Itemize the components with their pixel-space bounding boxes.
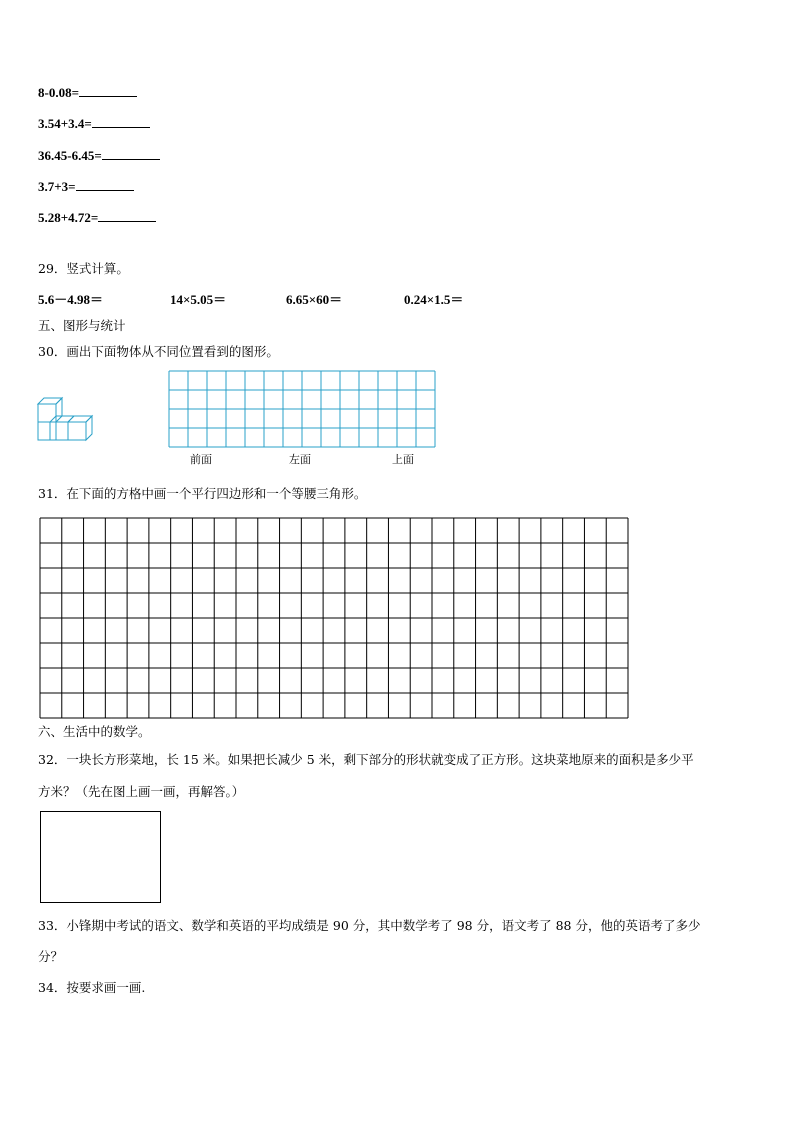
arith-1 (38, 85, 137, 101)
answer-blank[interactable] (98, 210, 156, 222)
arith-3 (38, 148, 160, 164)
answer-blank[interactable] (76, 179, 134, 191)
answer-blank[interactable] (102, 148, 160, 160)
section-6-heading: 六、生活中的数学。 (38, 724, 151, 739)
answer-blank[interactable] (92, 116, 150, 128)
q34-text: 34．按要求画一画. (38, 980, 146, 995)
q31-title: 31．在下面的方格中画一个平行四边形和一个等腰三角形。 (38, 486, 367, 501)
q29-item-1: 5.6－4.98＝ (38, 292, 104, 307)
view-drawing-grid[interactable] (169, 371, 435, 447)
q32-text-line-1: 32．一块长方形菜地，长 15 米。如果把长减少 5 米，剩下部分的形状就变成了正方形。这块菜地原来的面积是多少平 (38, 752, 694, 767)
arith-3-text: 36.45-6.45= (38, 148, 102, 163)
label-front: 前面 (190, 453, 212, 466)
label-left: 左面 (289, 453, 311, 466)
answer-blank[interactable] (79, 85, 137, 97)
q29-item-3: 6.65×60＝ (286, 292, 343, 307)
shape-drawing-grid[interactable] (40, 518, 628, 718)
q33-text-line-2: 分？ (38, 949, 64, 964)
q29-item-2: 14×5.05＝ (170, 292, 227, 307)
q29-item-4: 0.24×1.5＝ (404, 292, 464, 307)
arith-1-text: 8-0.08= (38, 85, 79, 100)
label-top: 上面 (392, 453, 414, 466)
arith-2 (38, 116, 150, 132)
arith-5 (38, 210, 156, 226)
q29-title: 29．竖式计算。 (38, 261, 129, 276)
arith-5-text: 5.28+4.72= (38, 210, 99, 225)
section-5-heading: 五、图形与统计 (38, 318, 126, 333)
q33-text-line-1: 33．小锋期中考试的语文、数学和英语的平均成绩是 90 分，其中数学考了 98 分，语文考了 88 分，他的英语考了多少 (38, 918, 701, 933)
q32-text-line-2: 方米？（先在图上画一画，再解答。） (38, 784, 245, 799)
cubes-figure (36, 392, 106, 452)
vegetable-plot-rectangle[interactable] (40, 811, 161, 903)
q30-title: 30．画出下面物体从不同位置看到的图形。 (38, 344, 279, 359)
arith-4 (38, 179, 134, 195)
arith-2-text: 3.54+3.4= (38, 116, 92, 131)
arith-4-text: 3.7+3= (38, 179, 76, 194)
